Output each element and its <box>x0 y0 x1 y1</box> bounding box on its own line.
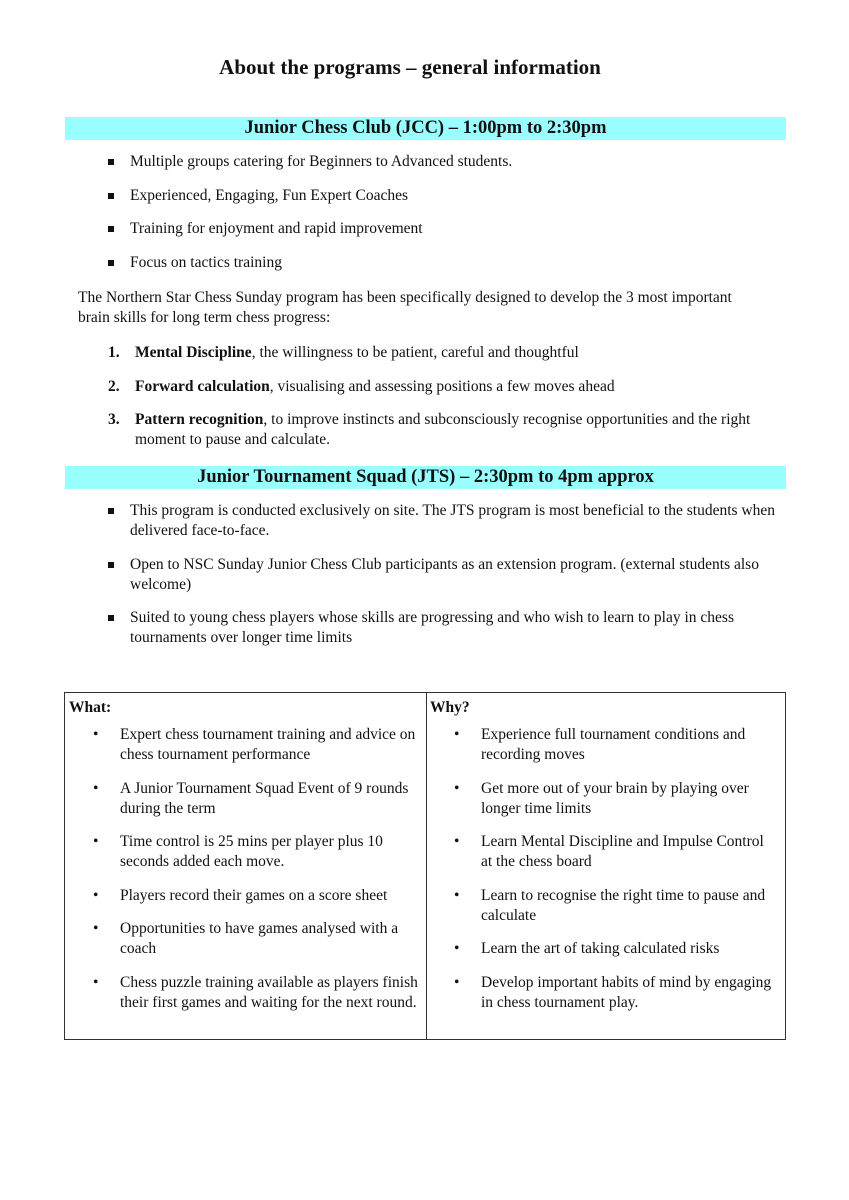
list-item <box>106 501 806 541</box>
page-title: About the programs – general information <box>219 55 601 79</box>
square-bullet-icon <box>108 508 114 514</box>
skill-text: , to improve instincts and subconsciously recognise opportunities and the right moment to pause and calculate. <box>135 411 751 448</box>
skill-term: Mental Discipline <box>135 344 252 361</box>
list-item <box>106 253 806 273</box>
jcc-bullet-list <box>106 152 806 286</box>
dot-bullet-icon: • <box>454 833 460 850</box>
what-column <box>65 693 427 1039</box>
program-intro: The Northern Star Chess Sunday program has been specifically designed to develop the 3 most important brain skills for long term chess progress: <box>78 289 732 326</box>
skill-item <box>108 410 768 450</box>
list-item-text: Chess puzzle training available as players finish their first games and waiting for the next round. <box>120 973 418 1011</box>
list-item <box>106 186 806 206</box>
brain-skills-list <box>108 343 768 464</box>
list-item-text: Players record their games on a score sheet <box>120 886 388 904</box>
dot-bullet-icon: • <box>454 726 460 743</box>
list-item <box>93 973 423 1013</box>
list-item-text: Learn the art of taking calculated risks <box>481 940 720 957</box>
list-item-text: This program is conducted exclusively on site. The JTS program is most beneficial to the students when delivered face-to-face. <box>130 502 775 539</box>
why-heading: Why? <box>430 699 470 716</box>
list-item <box>93 832 423 872</box>
list-item-text: Experience full tournament conditions and recording moves <box>481 726 746 763</box>
skill-text: , visualising and assessing positions a few moves ahead <box>269 377 615 395</box>
square-bullet-icon <box>108 226 114 232</box>
list-item-text: A Junior Tournament Squad Event of 9 rounds during the term <box>120 779 409 817</box>
list-item <box>454 832 778 872</box>
dot-bullet-icon: • <box>454 779 460 797</box>
dot-bullet-icon: • <box>93 779 99 797</box>
list-item-text: Learn Mental Discipline and Impulse Control at the chess board <box>481 833 764 870</box>
square-bullet-icon <box>108 562 114 568</box>
list-item <box>454 725 778 765</box>
dot-bullet-icon: • <box>93 973 99 991</box>
list-item-text: Opportunities to have games analysed with a coach <box>120 920 399 957</box>
jcc-heading: Junior Chess Club (JCC) – 1:00pm to 2:30pm <box>65 117 786 140</box>
list-item <box>454 973 778 1013</box>
list-item-text: Experienced, Engaging, Fun Expert Coaches <box>130 186 409 204</box>
list-item <box>106 219 806 239</box>
list-item-text: Learn to recognise the right time to pause and calculate <box>481 886 766 924</box>
why-column <box>426 693 785 1039</box>
list-item-text: Get more out of your brain by playing over longer time limits <box>481 779 749 817</box>
skill-number: 2. <box>108 377 120 395</box>
skill-term: Forward calculation <box>135 377 270 395</box>
dot-bullet-icon: • <box>93 886 99 904</box>
list-item-text: Suited to young chess players whose skills are progressing and who wish to learn to play in chess tournaments over longer time limits <box>130 609 734 646</box>
dot-bullet-icon: • <box>93 726 99 743</box>
list-item <box>93 725 423 765</box>
why-list <box>454 725 778 1026</box>
list-item-text: Multiple groups catering for Beginners to Advanced students. <box>130 153 513 170</box>
skill-number: 3. <box>108 411 120 428</box>
list-item <box>106 608 806 648</box>
skill-item <box>108 343 768 363</box>
list-item-text: Training for enjoyment and rapid improvement <box>130 220 423 237</box>
list-item <box>454 939 778 959</box>
what-why-table <box>64 692 786 1040</box>
list-item <box>106 555 806 595</box>
skill-term: Pattern recognition <box>135 411 264 428</box>
list-item <box>454 886 778 926</box>
dot-bullet-icon: • <box>454 886 460 904</box>
skill-item <box>108 377 768 397</box>
what-list <box>93 725 423 1026</box>
list-item <box>93 779 423 819</box>
dot-bullet-icon: • <box>93 920 99 937</box>
list-item-text: Expert chess tournament training and advice on chess tournament performance <box>120 726 416 763</box>
list-item <box>93 886 423 906</box>
list-item <box>454 779 778 819</box>
list-item-text: Open to NSC Sunday Junior Chess Club participants as an extension program. (external students also welcome) <box>130 555 759 593</box>
square-bullet-icon <box>108 159 114 165</box>
square-bullet-icon <box>108 193 114 199</box>
list-item <box>93 919 423 959</box>
dot-bullet-icon: • <box>454 973 460 991</box>
jts-heading: Junior Tournament Squad (JTS) – 2:30pm to 4pm approx <box>65 466 786 489</box>
square-bullet-icon <box>108 260 114 266</box>
skill-number: 1. <box>108 344 120 361</box>
list-item <box>106 152 806 172</box>
what-heading: What: <box>69 699 112 716</box>
dot-bullet-icon: • <box>454 940 460 957</box>
list-item-text: Time control is 25 mins per player plus 10 seconds added each move. <box>120 833 383 870</box>
dot-bullet-icon: • <box>93 833 99 850</box>
jts-bullet-list <box>106 501 806 662</box>
list-item-text: Focus on tactics training <box>130 253 282 271</box>
square-bullet-icon <box>108 615 114 621</box>
list-item-text: Develop important habits of mind by engaging in chess tournament play. <box>481 973 772 1011</box>
skill-text: , the willingness to be patient, careful and thoughtful <box>251 344 579 361</box>
